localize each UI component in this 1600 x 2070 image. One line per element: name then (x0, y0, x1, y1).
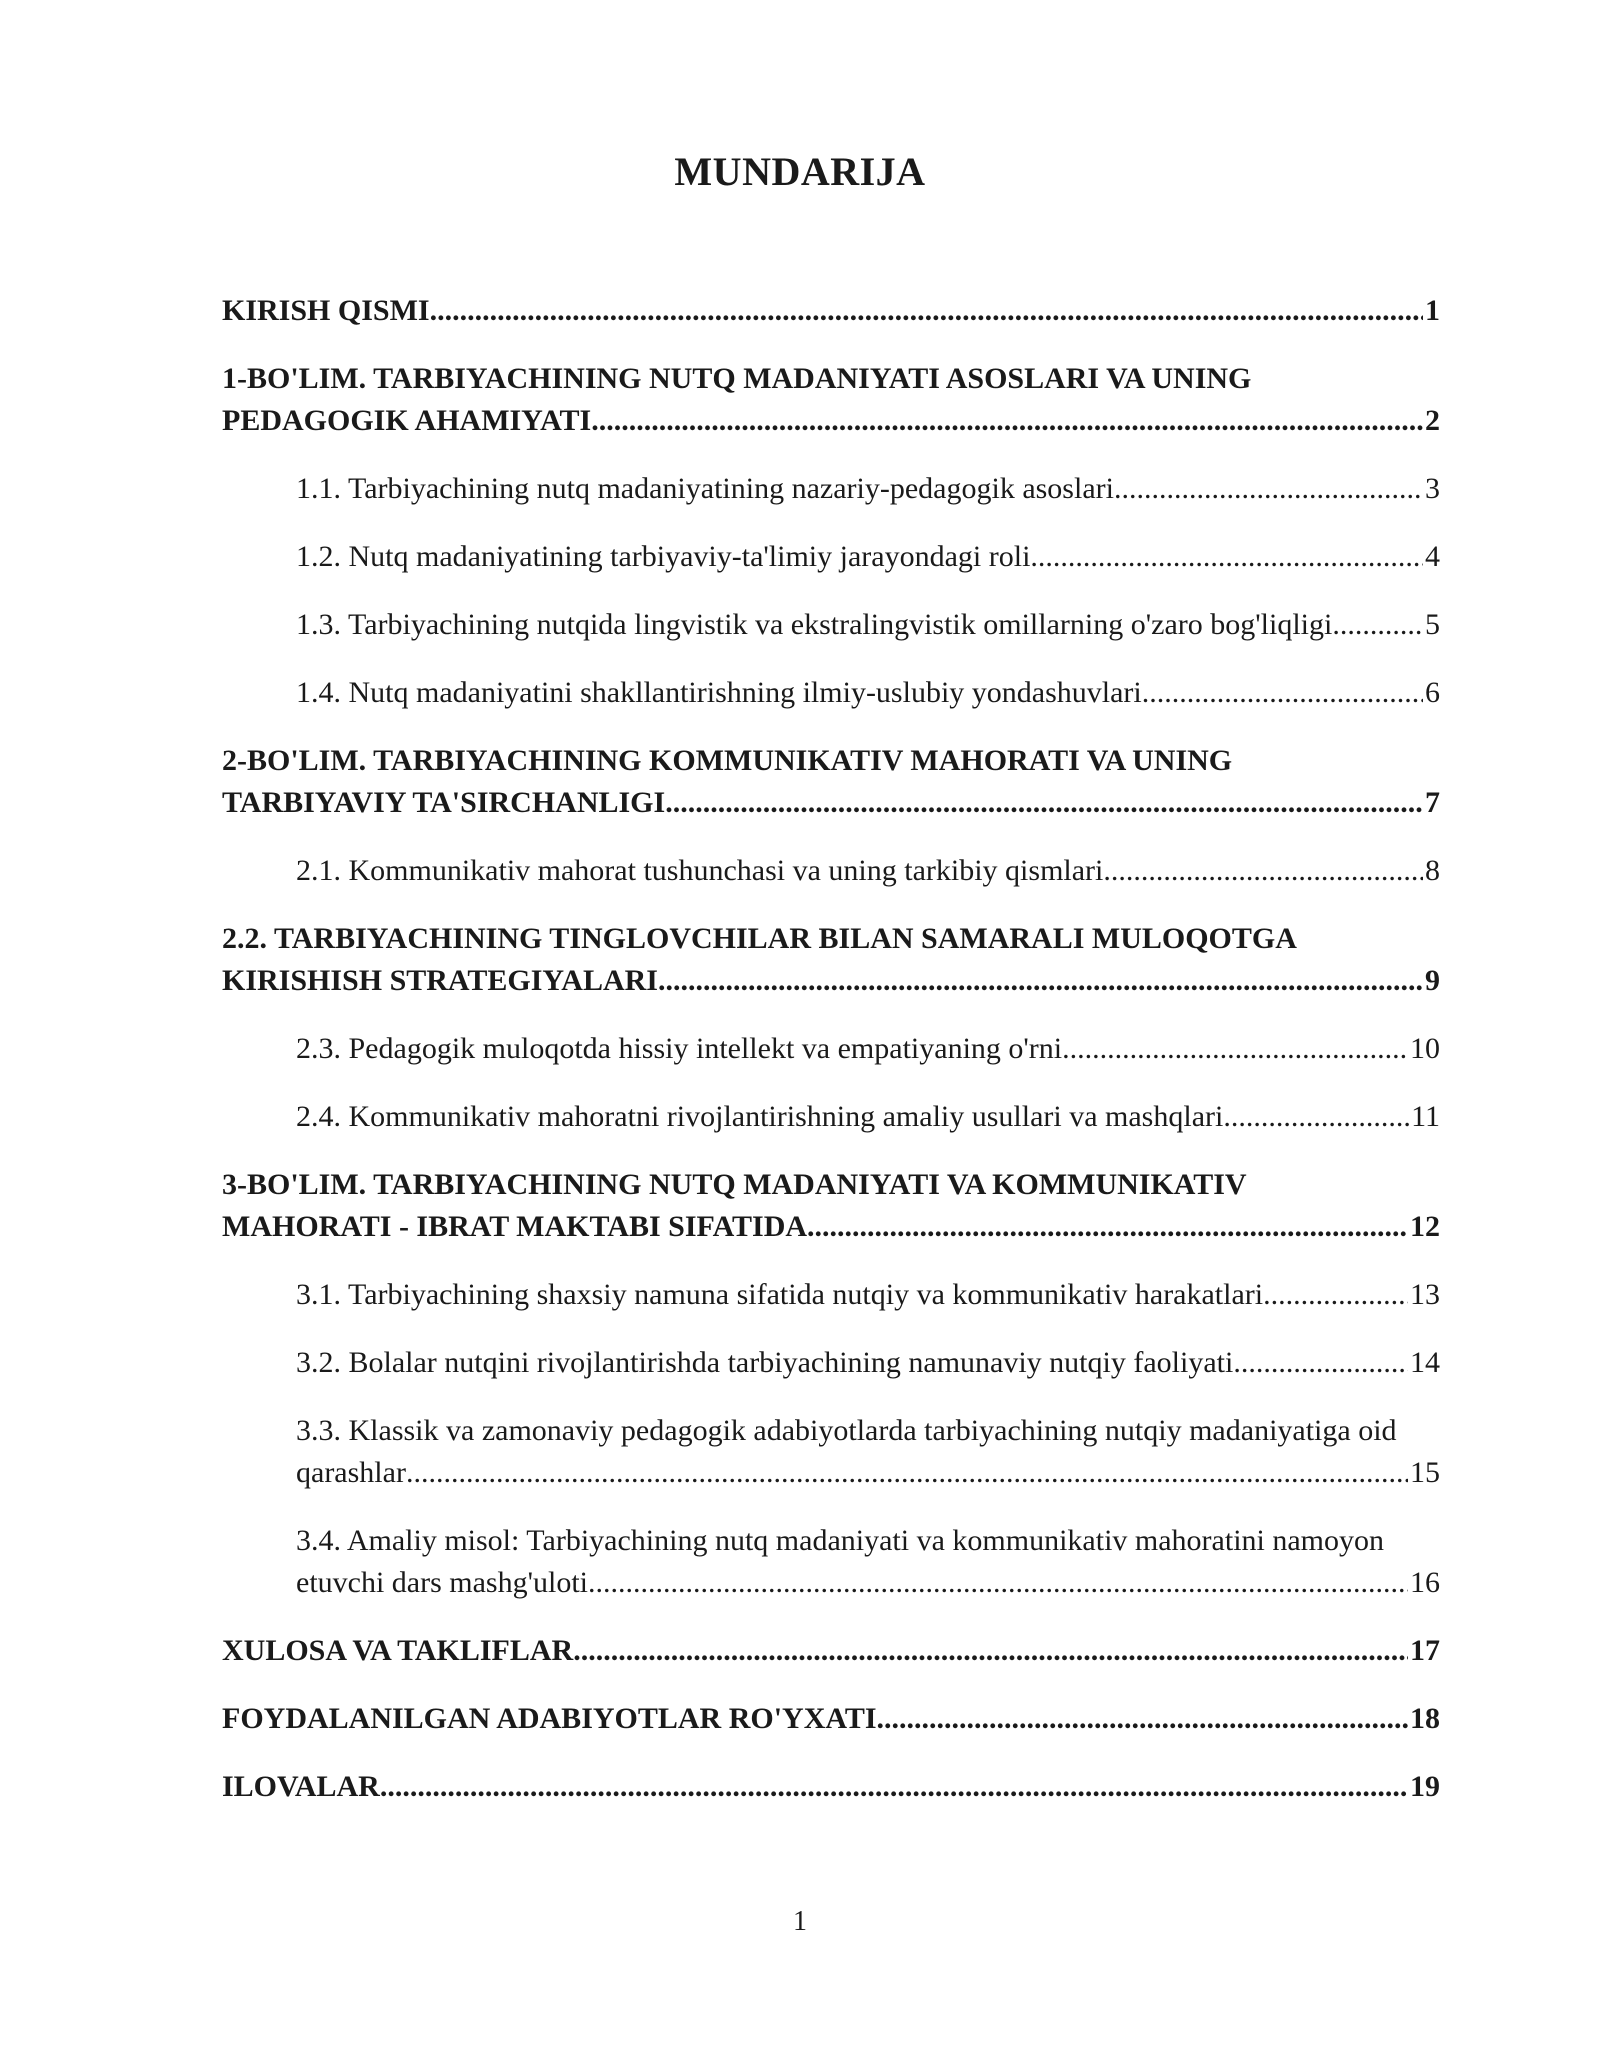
toc-entry-line (296, 1028, 1440, 1070)
toc-entry-title: TARBIYAVIY TA'SIRCHANLIGI (222, 786, 666, 819)
toc-entry[interactable] (222, 1630, 1440, 1672)
toc-entry[interactable] (222, 918, 1440, 1002)
toc-entry[interactable] (222, 358, 1440, 442)
toc-entry[interactable] (222, 740, 1440, 824)
toc-entry-page-number: 14 (1410, 1346, 1440, 1379)
toc-entry-title: FOYDALANILGAN ADABIYOTLAR RO'YXATI (222, 1702, 877, 1735)
toc-entry-line (296, 850, 1440, 892)
toc-entry-title: 1.4. Nutq madaniyatini shakllantirishning ilmiy-uslubiy yondashuvlari (296, 676, 1142, 709)
dot-leader (877, 1698, 1408, 1740)
dot-leader (1030, 536, 1423, 578)
table-of-contents (222, 290, 1440, 1834)
dot-leader (1103, 850, 1423, 892)
toc-entry-line (296, 1096, 1440, 1138)
toc-entry-page-number: 7 (1425, 786, 1440, 819)
toc-entry-title: 2.3. Pedagogik muloqotda hissiy intellekt va empatiyaning o'rni (296, 1032, 1063, 1065)
toc-entry-title: MAHORATI - IBRAT MAKTABI SIFATIDA (222, 1210, 808, 1243)
toc-entry[interactable] (222, 604, 1440, 646)
toc-entry[interactable] (222, 468, 1440, 510)
toc-entry-title: 1.1. Tarbiyachining nutq madaniyatining nazariy-pedagogik asoslari (296, 472, 1114, 505)
toc-entry-title: qarashlar (296, 1456, 406, 1489)
toc-entry[interactable] (222, 536, 1440, 578)
dot-leader (1332, 604, 1423, 646)
toc-entry[interactable] (222, 1274, 1440, 1316)
toc-entry-page-number: 10 (1410, 1032, 1440, 1065)
toc-entry-line (296, 1342, 1440, 1384)
dot-leader (807, 1206, 1408, 1248)
toc-entry-page-number: 19 (1410, 1770, 1440, 1803)
page-number: 1 (793, 1906, 807, 1937)
toc-entry-title: KIRISHISH STRATEGIYALARI (222, 964, 658, 997)
toc-entry-page-number: 13 (1410, 1278, 1440, 1311)
dot-leader (591, 400, 1423, 442)
toc-entry-page-number: 11 (1411, 1100, 1440, 1133)
toc-entry[interactable] (222, 1164, 1440, 1248)
toc-entry-line (296, 1452, 1440, 1494)
toc-entry-line (222, 1766, 1440, 1808)
dot-leader (1142, 672, 1423, 714)
toc-entry-line (296, 468, 1440, 510)
toc-entry-title-line: 3-BO'LIM. TARBIYACHINING NUTQ MADANIYATI VA KOMMUNIKATIV (222, 1168, 1247, 1201)
toc-entry-title: 2.4. Kommunikativ mahoratni rivojlantirishning amaliy usullari va mashqlari (296, 1100, 1224, 1133)
page-title: MUNDARIJA (674, 149, 926, 194)
dot-leader (380, 1766, 1408, 1808)
toc-entry[interactable] (222, 850, 1440, 892)
toc-entry-title-line: 2-BO'LIM. TARBIYACHINING KOMMUNIKATIV MAHORATI VA UNING (222, 744, 1233, 777)
toc-entry-line (296, 604, 1440, 646)
toc-entry-page-number: 18 (1410, 1702, 1440, 1735)
toc-entry-line (296, 1274, 1440, 1316)
toc-entry-line (222, 960, 1440, 1002)
toc-entry-page-number: 1 (1425, 294, 1440, 327)
toc-entry-line (222, 1630, 1440, 1672)
toc-entry-title: PEDAGOGIK AHAMIYATI (222, 404, 592, 437)
dot-leader (573, 1630, 1408, 1672)
dot-leader (430, 290, 1423, 332)
toc-entry-line (296, 1562, 1440, 1604)
toc-entry-line (222, 782, 1440, 824)
toc-entry-line (222, 1206, 1440, 1248)
toc-entry-title-line: 3.4. Amaliy misol: Tarbiyachining nutq madaniyati va kommunikativ mahoratini namoyon (296, 1524, 1385, 1557)
toc-entry-title: etuvchi dars mashg'uloti (296, 1566, 589, 1599)
toc-entry[interactable] (222, 1410, 1440, 1494)
toc-entry-title: XULOSA VA TAKLIFLAR (222, 1634, 574, 1667)
toc-entry[interactable] (222, 1766, 1440, 1808)
toc-entry-page-number: 4 (1425, 540, 1440, 573)
toc-entry-line (296, 672, 1440, 714)
toc-entry-page-number: 8 (1425, 854, 1440, 887)
toc-entry-line (222, 1698, 1440, 1740)
toc-entry-page-number: 15 (1410, 1456, 1440, 1489)
toc-entry[interactable] (222, 1342, 1440, 1384)
toc-entry[interactable] (222, 672, 1440, 714)
toc-entry-title: 3.2. Bolalar nutqini rivojlantirishda tarbiyachining namunaviy nutqiy faoliyati (296, 1346, 1234, 1379)
toc-entry-page-number: 2 (1425, 404, 1440, 437)
toc-entry-page-number: 3 (1425, 472, 1440, 505)
dot-leader (1223, 1096, 1409, 1138)
dot-leader (1062, 1028, 1408, 1070)
toc-entry[interactable] (222, 290, 1440, 332)
toc-entry-title-line: 2.2. TARBIYACHINING TINGLOVCHILAR BILAN SAMARALI MULOQOTGA (222, 922, 1297, 955)
toc-entry-title: 1.3. Tarbiyachining nutqida lingvistik va ekstralingvistik omillarning o'zaro bog'liqligi (296, 608, 1333, 641)
dot-leader (588, 1562, 1408, 1604)
dot-leader (1114, 468, 1423, 510)
toc-entry-title: 2.1. Kommunikativ mahorat tushunchasi va uning tarkibiy qismlari (296, 854, 1104, 887)
toc-entry-line (222, 400, 1440, 442)
toc-entry[interactable] (222, 1698, 1440, 1740)
dot-leader (658, 960, 1423, 1002)
dot-leader (1263, 1274, 1408, 1316)
toc-entry-title-line: 1-BO'LIM. TARBIYACHINING NUTQ MADANIYATI ASOSLARI VA UNING (222, 362, 1252, 395)
dot-leader (1233, 1342, 1408, 1384)
toc-entry-page-number: 17 (1410, 1634, 1440, 1667)
toc-entry-line (222, 290, 1440, 332)
toc-entry[interactable] (222, 1028, 1440, 1070)
toc-entry[interactable] (222, 1520, 1440, 1604)
toc-entry-title: ILOVALAR (222, 1770, 380, 1803)
toc-entry-title: 3.1. Tarbiyachining shaxsiy namuna sifatida nutqiy va kommunikativ harakatlari (296, 1278, 1264, 1311)
dot-leader (406, 1452, 1408, 1494)
dot-leader (665, 782, 1423, 824)
toc-entry-page-number: 5 (1425, 608, 1440, 641)
toc-entry-page-number: 12 (1410, 1210, 1440, 1243)
toc-entry-page-number: 16 (1410, 1566, 1440, 1599)
toc-entry[interactable] (222, 1096, 1440, 1138)
toc-entry-page-number: 9 (1425, 964, 1440, 997)
toc-entry-title-line: 3.3. Klassik va zamonaviy pedagogik adabiyotlarda tarbiyachining nutqiy madaniyatiga oid (296, 1414, 1397, 1447)
toc-entry-title: 1.2. Nutq madaniyatining tarbiyaviy-ta'limiy jarayondagi roli (296, 540, 1031, 573)
toc-entry-line (296, 536, 1440, 578)
toc-entry-page-number: 6 (1425, 676, 1440, 709)
toc-entry-title: KIRISH QISMI (222, 294, 430, 327)
